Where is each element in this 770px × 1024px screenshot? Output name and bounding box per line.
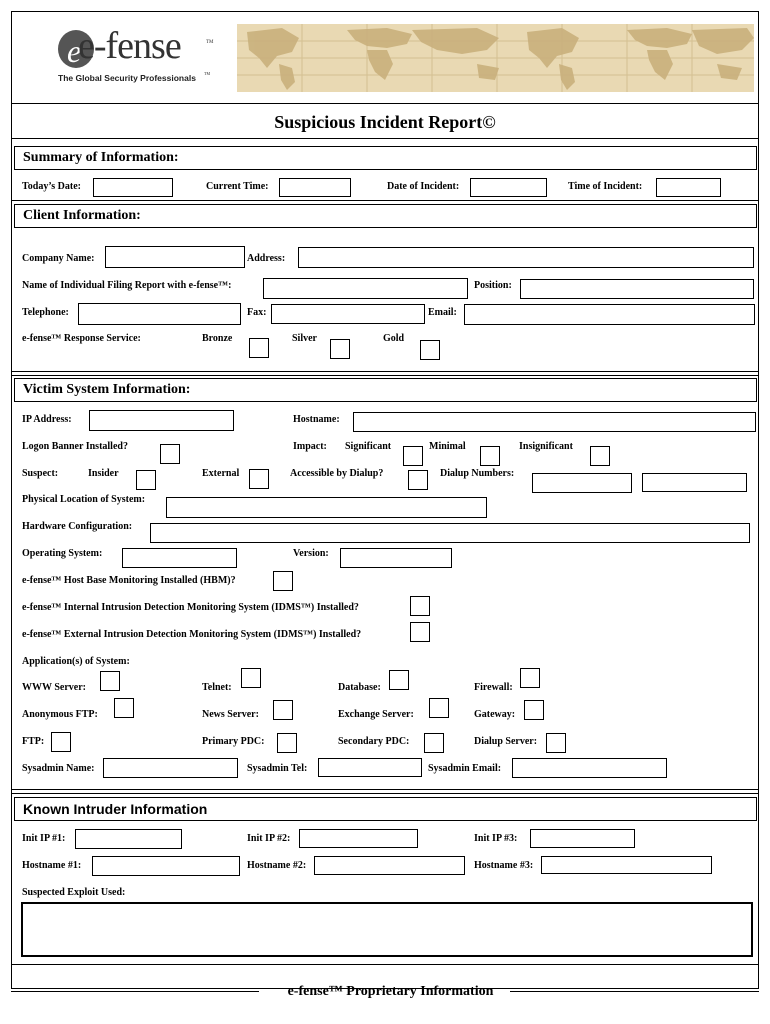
exchange-server-label: Exchange Server: xyxy=(338,709,414,720)
secondary-pdc-label: Secondary PDC: xyxy=(338,736,410,747)
sysadmin-tel-input[interactable] xyxy=(318,758,422,777)
current-time-label: Current Time: xyxy=(206,181,269,192)
victim-heading: Victim System Information: xyxy=(14,378,757,402)
gold-label: Gold xyxy=(383,333,405,344)
hostname-2-input[interactable] xyxy=(314,856,465,875)
dialup-server-label: Dialup Server: xyxy=(474,736,538,747)
minimal-checkbox[interactable] xyxy=(480,446,500,466)
response-service-label: e-fense™ Response Service: xyxy=(22,333,141,344)
telnet-label: Telnet: xyxy=(202,682,232,693)
ip-address-input[interactable] xyxy=(89,410,234,431)
significant-label: Significant xyxy=(345,441,392,452)
todays-date-input[interactable] xyxy=(93,178,173,197)
os-label: Operating System: xyxy=(22,548,103,559)
svg-text:e: e xyxy=(67,33,82,69)
hbm-checkbox[interactable] xyxy=(273,571,293,591)
page-title: Suspicious Incident Report© xyxy=(274,112,496,132)
version-input[interactable] xyxy=(340,548,452,568)
fax-label: Fax: xyxy=(247,307,267,318)
ip-address-label: IP Address: xyxy=(22,414,72,425)
sysadmin-email-input[interactable] xyxy=(512,758,667,778)
firewall-checkbox[interactable] xyxy=(520,668,540,688)
idms-internal-label: e-fense™ Internal Intrusion Detection Monitoring System (IDMS™) Installed? xyxy=(22,602,359,613)
physical-location-input[interactable] xyxy=(166,497,487,518)
todays-date-label: Today’s Date: xyxy=(22,181,81,192)
exploit-textarea[interactable] xyxy=(21,902,753,957)
init-ip-1-label: Init IP #1: xyxy=(22,833,66,844)
www-server-label: WWW Server: xyxy=(22,682,86,693)
tagline-tm: TM xyxy=(204,71,210,76)
footer-text: e-fense™ Proprietary Information xyxy=(287,984,494,999)
www-server-checkbox[interactable] xyxy=(100,671,120,691)
sysadmin-name-label: Sysadmin Name: xyxy=(22,763,95,774)
impact-label: Impact: xyxy=(293,441,327,452)
insider-label: Insider xyxy=(88,468,119,479)
init-ip-1-input[interactable] xyxy=(75,829,182,849)
external-checkbox[interactable] xyxy=(249,469,269,489)
position-label: Position: xyxy=(474,280,512,291)
email-input[interactable] xyxy=(464,304,755,325)
news-server-checkbox[interactable] xyxy=(273,700,293,720)
bronze-label: Bronze xyxy=(202,333,233,344)
company-name-label: Company Name: xyxy=(22,253,95,264)
current-time-input[interactable] xyxy=(279,178,351,197)
hardware-config-label: Hardware Configuration: xyxy=(22,521,133,532)
telephone-input[interactable] xyxy=(78,303,241,325)
company-name-input[interactable] xyxy=(105,246,245,268)
idms-internal-checkbox[interactable] xyxy=(410,596,430,616)
ftp-label: FTP: xyxy=(22,736,45,747)
insignificant-label: Insignificant xyxy=(519,441,573,452)
telephone-label: Telephone: xyxy=(22,307,69,318)
init-ip-3-label: Init IP #3: xyxy=(474,833,518,844)
exchange-server-checkbox[interactable] xyxy=(429,698,449,718)
insignificant-checkbox[interactable] xyxy=(590,446,610,466)
world-map-image xyxy=(237,24,754,92)
date-of-incident-label: Date of Incident: xyxy=(387,181,460,192)
anon-ftp-checkbox[interactable] xyxy=(114,698,134,718)
database-label: Database: xyxy=(338,682,381,693)
silver-checkbox[interactable] xyxy=(330,339,350,359)
tagline: The Global Security Professionals xyxy=(58,73,196,83)
gateway-label: Gateway: xyxy=(474,709,516,720)
dialup-number-1-input[interactable] xyxy=(532,473,632,493)
init-ip-2-input[interactable] xyxy=(299,829,418,848)
silver-label: Silver xyxy=(292,333,317,344)
os-input[interactable] xyxy=(122,548,237,568)
hardware-config-input[interactable] xyxy=(150,523,750,543)
time-of-incident-input[interactable] xyxy=(656,178,721,197)
hostname-3-label: Hostname #3: xyxy=(474,860,534,871)
logo xyxy=(56,26,226,88)
position-input[interactable] xyxy=(520,279,754,299)
logo-text: e-fense xyxy=(78,25,181,67)
dialup-access-checkbox[interactable] xyxy=(408,470,428,490)
fax-input[interactable] xyxy=(271,304,425,324)
hostname-3-input[interactable] xyxy=(541,856,712,874)
primary-pdc-checkbox[interactable] xyxy=(277,733,297,753)
hostname-2-label: Hostname #2: xyxy=(247,860,307,871)
intruder-heading: Known Intruder Information xyxy=(14,797,757,821)
external-label: External xyxy=(202,468,240,479)
init-ip-2-label: Init IP #2: xyxy=(247,833,291,844)
dialup-server-checkbox[interactable] xyxy=(546,733,566,753)
logon-banner-checkbox[interactable] xyxy=(160,444,180,464)
insider-checkbox[interactable] xyxy=(136,470,156,490)
date-of-incident-input[interactable] xyxy=(470,178,547,197)
primary-pdc-label: Primary PDC: xyxy=(202,736,265,747)
individual-label: Name of Individual Filing Report with e-fense™: xyxy=(22,280,232,291)
sysadmin-tel-label: Sysadmin Tel: xyxy=(247,763,308,774)
hostname-input[interactable] xyxy=(353,412,756,432)
hostname-1-input[interactable] xyxy=(92,856,240,876)
address-input[interactable] xyxy=(298,247,754,268)
secondary-pdc-checkbox[interactable] xyxy=(424,733,444,753)
significant-checkbox[interactable] xyxy=(403,446,423,466)
address-label: Address: xyxy=(247,253,286,264)
database-checkbox[interactable] xyxy=(389,670,409,690)
firewall-label: Firewall: xyxy=(474,682,513,693)
gold-checkbox[interactable] xyxy=(420,340,440,360)
sysadmin-name-input[interactable] xyxy=(103,758,238,778)
individual-input[interactable] xyxy=(263,278,468,299)
gateway-checkbox[interactable] xyxy=(524,700,544,720)
logon-banner-label: Logon Banner Installed? xyxy=(22,441,128,452)
hostname-label: Hostname: xyxy=(293,414,340,425)
logo-tm: TM xyxy=(206,40,214,45)
applications-label: Application(s) of System: xyxy=(22,656,130,667)
dialup-numbers-label: Dialup Numbers: xyxy=(440,468,515,479)
version-label: Version: xyxy=(293,548,329,559)
exploit-label: Suspected Exploit Used: xyxy=(22,887,126,898)
minimal-label: Minimal xyxy=(429,441,466,452)
suspect-label: Suspect: xyxy=(22,468,59,479)
client-heading: Client Information: xyxy=(14,204,757,228)
sysadmin-email-label: Sysadmin Email: xyxy=(428,763,502,774)
hostname-1-label: Hostname #1: xyxy=(22,860,82,871)
physical-location-label: Physical Location of System: xyxy=(22,494,146,505)
world-map-banner xyxy=(237,24,754,92)
idms-external-label: e-fense™ External Intrusion Detection Monitoring System (IDMS™) Installed? xyxy=(22,629,362,640)
anon-ftp-label: Anonymous FTP: xyxy=(22,709,98,720)
telnet-checkbox[interactable] xyxy=(241,668,261,688)
news-server-label: News Server: xyxy=(202,709,259,720)
dialup-number-2-input[interactable] xyxy=(642,473,747,492)
dialup-access-label: Accessible by Dialup? xyxy=(290,468,384,479)
ftp-checkbox[interactable] xyxy=(51,732,71,752)
hbm-label: e-fense™ Host Base Monitoring Installed (HBM)? xyxy=(22,575,236,586)
email-label: Email: xyxy=(428,307,457,318)
init-ip-3-input[interactable] xyxy=(530,829,635,848)
idms-external-checkbox[interactable] xyxy=(410,622,430,642)
time-of-incident-label: Time of Incident: xyxy=(568,181,643,192)
summary-heading: Summary of Information: xyxy=(14,146,757,170)
bronze-checkbox[interactable] xyxy=(249,338,269,358)
